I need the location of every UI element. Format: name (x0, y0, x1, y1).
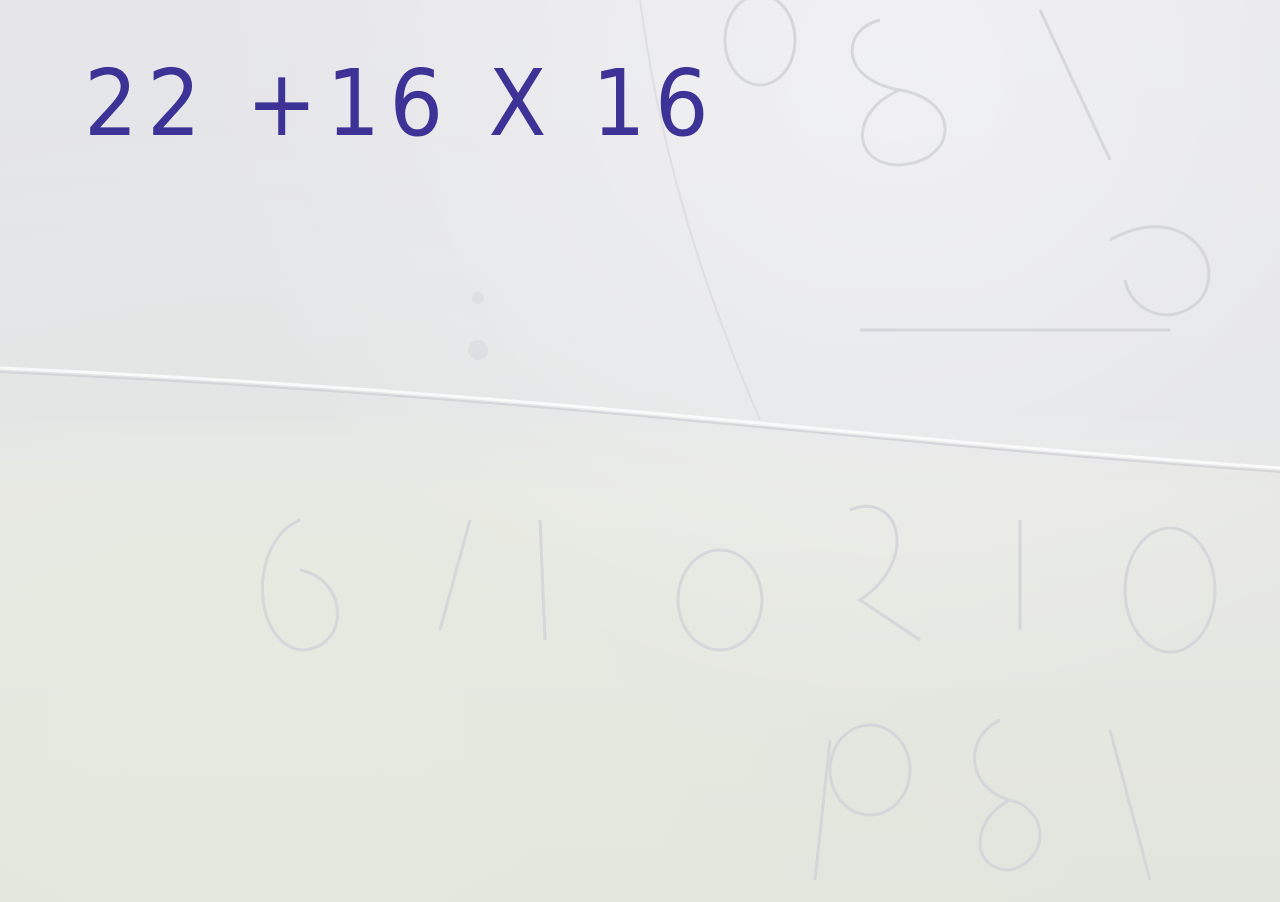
fold-crease-shadow (0, 372, 1280, 472)
embossed-digit-bottom-b (975, 720, 1040, 870)
embossed-digit-bottom-d (815, 740, 830, 880)
embossed-digit-bottom-a (830, 725, 910, 815)
embossed-digit-row2-c (678, 550, 762, 650)
embossed-digit-row2-b (440, 520, 545, 640)
embossed-digit-bottom-c (1110, 730, 1150, 880)
paper-speck-1 (468, 340, 488, 360)
handwritten-equation: 22 +16 X 16 (84, 50, 718, 157)
embossed-digit-top-c (1040, 10, 1110, 160)
embossed-digit-row2-a (263, 520, 338, 650)
embossed-digit-zero (1125, 528, 1215, 652)
embossed-digit-mid-a (1110, 227, 1209, 315)
embossed-digit-top-a (725, 0, 795, 85)
paper-speck-2 (472, 292, 484, 304)
embossed-digit-row2-d (850, 506, 920, 640)
embossed-digit-top-b (852, 20, 945, 165)
